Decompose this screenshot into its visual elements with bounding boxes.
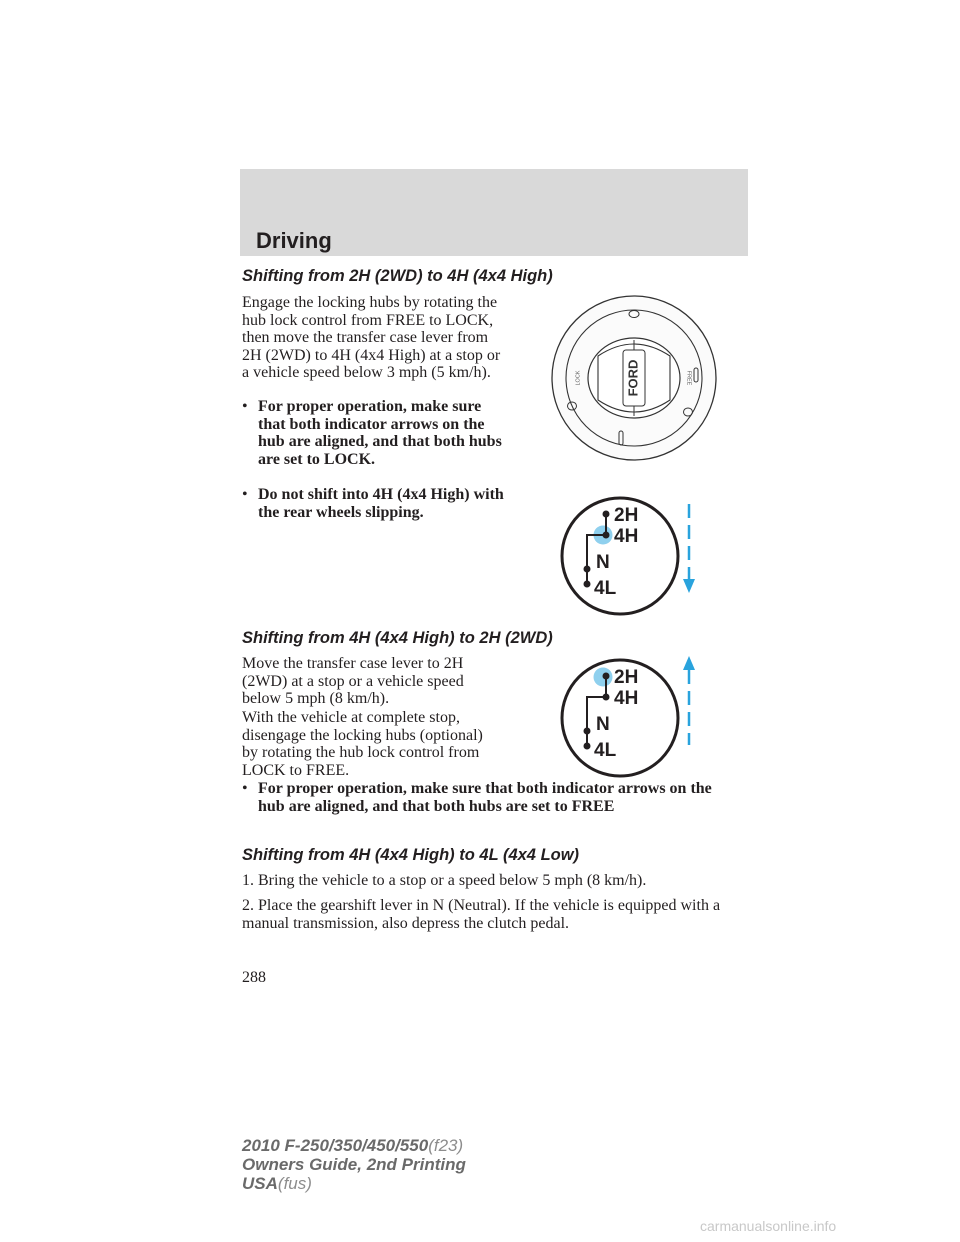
footer-model: 2010 F-250/350/450/550 <box>242 1136 429 1155</box>
gear-position-dot <box>584 728 591 735</box>
section-title-4h-to-2h: Shifting from 4H (4x4 High) to 2H (2WD) <box>242 629 553 647</box>
section-title-2h-to-4h: Shifting from 2H (2WD) to 4H (4x4 High) <box>242 267 553 285</box>
document-footer <box>242 1136 466 1193</box>
gear-position-dot <box>584 743 591 750</box>
gear-label-4l: 4L <box>594 740 617 761</box>
footer-line-2: Owners Guide, 2nd Printing <box>242 1155 466 1174</box>
footer-line-3 <box>242 1174 466 1193</box>
shift-up-figure <box>560 650 710 782</box>
bullet-text: For proper operation, make sure that both indicator arrows on the hub are aligned, and that both hubs are set to LOCK. <box>258 398 502 468</box>
hub-lock-label: LOCK <box>575 370 582 386</box>
bullet-item <box>242 398 510 468</box>
gear-label-n: N <box>596 552 610 573</box>
hub-lock-figure <box>548 292 720 464</box>
paragraph-engage-hubs: Engage the locking hubs by rotating the hub lock control from FREE to LOCK, then move the transfer case lever from 2H (2WD) to 4H (4x4 High) at a stop or a vehicle speed below 3 mph (5 km/h). <box>242 294 501 381</box>
footer-model-code: (f23) <box>428 1136 464 1155</box>
footer-line-1 <box>242 1136 466 1155</box>
gear-position-dot <box>603 511 610 518</box>
section-title-4h-to-4l: Shifting from 4H (4x4 High) to 4L (4x4 Low) <box>242 846 580 864</box>
gear-label-4h: 4H <box>614 526 639 547</box>
bullet-dot: • <box>242 398 248 415</box>
gear-label-4h: 4H <box>614 688 639 709</box>
gear-position-dot <box>603 532 610 539</box>
shifter-gate-path <box>587 676 606 746</box>
hub-free-label: FREE <box>685 370 692 386</box>
shift-down-figure <box>560 488 710 620</box>
bullet-dot: • <box>242 486 248 503</box>
footer-region: USA <box>242 1174 278 1193</box>
gear-label-2h: 2H <box>614 667 639 688</box>
gear-position-dot <box>584 581 591 588</box>
paragraph-step-1: 1. Bring the vehicle to a stop or a speed below 5 mph (8 km/h). <box>242 872 647 889</box>
gear-label-n: N <box>596 714 610 735</box>
page-header-title: Driving <box>256 228 332 253</box>
gear-position-dot <box>603 694 610 701</box>
bullet-item <box>242 486 510 521</box>
hub-brand-logo: FORD <box>625 359 641 397</box>
paragraph-move-lever: Move the transfer case lever to 2H (2WD) at a stop or a vehicle speed below 5 mph (8 km/h). <box>242 655 464 707</box>
shifter-gate-path <box>587 514 606 584</box>
gear-position-dot <box>584 566 591 573</box>
gear-label-2h: 2H <box>614 505 639 526</box>
paragraph-disengage-hubs: With the vehicle at complete stop, disengage the locking hubs (optional) by rotating the hub lock control from LOCK to FREE. <box>242 709 483 779</box>
bullet-text: Do not shift into 4H (4x4 High) with the rear wheels slipping. <box>258 486 504 521</box>
bullet-dot: • <box>242 780 248 797</box>
gear-position-dot <box>603 673 610 680</box>
paragraph-step-2: 2. Place the gearshift lever in N (Neutral). If the vehicle is equipped with a manual transmission, also depress the clutch pedal. <box>242 897 721 932</box>
footer-region-code: (fus) <box>277 1174 312 1193</box>
bullet-text: For proper operation, make sure that both indicator arrows on the hub are aligned, and that both hubs are set to FREE <box>258 780 712 815</box>
page-number: 288 <box>242 969 266 986</box>
bullet-item <box>242 780 722 815</box>
arrow-up-icon <box>683 656 695 670</box>
watermark: carmanualsonline.info <box>700 1218 837 1234</box>
arrow-down-icon <box>683 579 695 593</box>
gear-label-4l: 4L <box>594 578 617 599</box>
